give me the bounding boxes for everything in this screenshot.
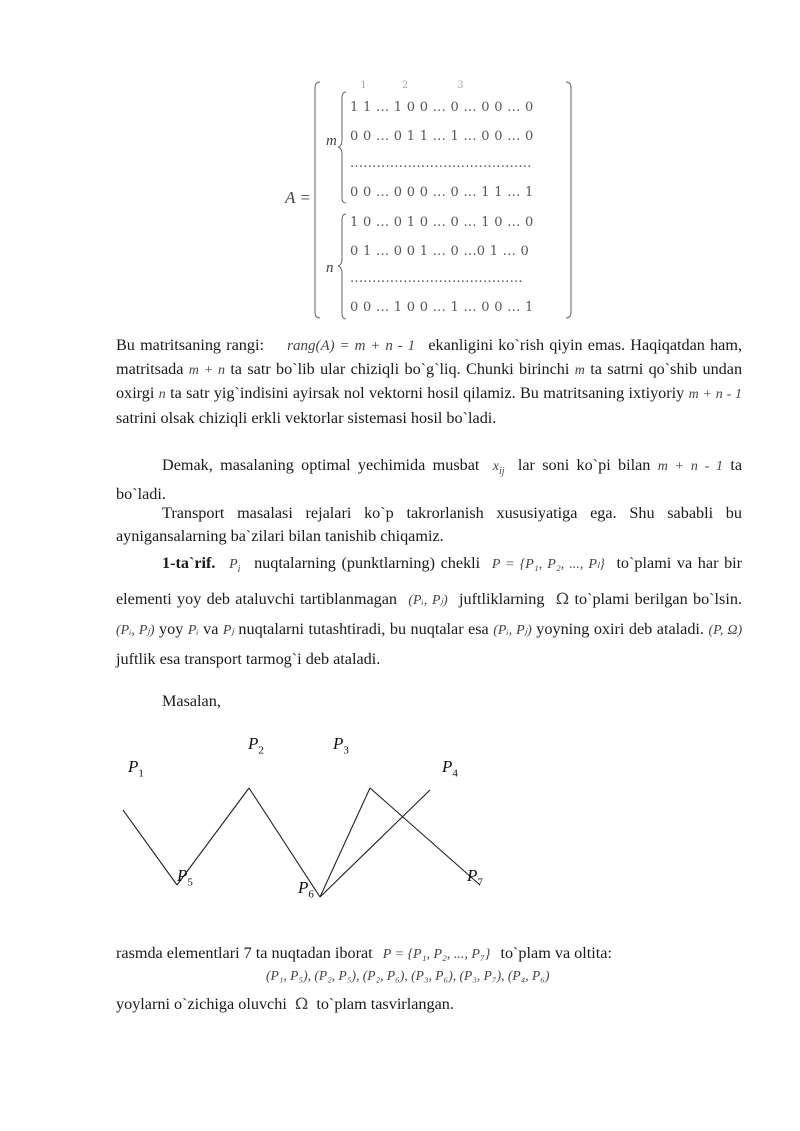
text-run: yoy (159, 619, 184, 638)
text-run: Demak, masalaning optimal yechimida musbat (162, 456, 480, 474)
text-run: to`plami berilgan bo`lsin. (574, 589, 742, 608)
text-run: to`plami va har bir elementi yoy deb ataluvchi tartiblanmagan (116, 554, 743, 608)
m-label: m (326, 133, 337, 149)
matrix-row-n-2: 0 1 ... 0 0 1 ... 0 ...0 1 ... 0 (350, 244, 530, 259)
rank-formula: rang(A) = m + n - 1 (287, 338, 416, 354)
point-name: P (177, 866, 188, 885)
point-label-p3 (333, 734, 349, 756)
point-name: P (248, 734, 259, 753)
arc-p3-p6 (320, 788, 370, 897)
formula-pj: Pⱼ (222, 622, 234, 638)
text-run: juftlik esa transport tarmog`i deb ataladi. (116, 649, 381, 668)
text-run: Bu matritsaning rangi: (116, 336, 264, 354)
matrix-row-n-1: 1 0 ... 0 1 0 ... 0 ... 1 0 ... 0 (350, 215, 534, 230)
formula-pair-2: (Pᵢ, Pⱼ) (116, 622, 155, 638)
formula-omega-2: Ω (294, 994, 309, 1013)
text-run: yoyning oxiri deb ataladi. (536, 619, 704, 638)
formula-p-omega: (P, Ω) (708, 622, 743, 638)
matrix-faint-header: 1 2 3 (350, 80, 464, 91)
matrix-row-m-1: 1 1 ... 1 0 0 ... 0 ... 0 0 ... 0 (350, 100, 534, 115)
paragraph-example-line1 (116, 944, 612, 963)
example-label: Masalan, (162, 692, 221, 710)
formula-pair-3: (Pᵢ, Pⱼ) (493, 622, 532, 638)
point-label-p7 (467, 866, 483, 888)
point-name: P (442, 757, 453, 776)
text-run: va (203, 619, 219, 638)
text-run: juftliklarning (459, 589, 545, 608)
point-name: P (333, 734, 344, 753)
matrix-row-m-2: 0 0 ... 0 1 1 ... 1 ... 0 0 ... 0 (350, 129, 534, 144)
point-name: P (298, 878, 309, 897)
point-label-p2 (248, 734, 264, 756)
formula-x: x (492, 459, 499, 474)
text-run: to`plam tasvirlangan. (316, 995, 454, 1013)
formula-m-plus-n: m + n (188, 362, 225, 378)
text-run: yoylarni o`zichiga oluvchi (116, 995, 287, 1013)
formula-set-p7: P = {P₁, P₂, ..., P₇} (382, 947, 491, 962)
text-run: ta satr bo`lib ular chiziqli bo`g`liq. Chunki birinchi (230, 359, 570, 378)
formula-omega: Ω (555, 588, 570, 608)
point-sub: 1 (138, 767, 144, 780)
point-sub: 5 (187, 876, 193, 889)
text-run: nuqtalarni tutashtiradi, bu nuqtalar esa (238, 619, 489, 638)
formula-pair: (Pᵢ, Pⱼ) (408, 592, 448, 608)
formula-set-p: P = {P₁, P₂, ..., Pₗ} (491, 557, 605, 572)
arc-list: (P₁, P₅), (P₂, P₅), (P₂, P₆), (P₃, P₆), (P₃, P₇), (P₄, P₆) (266, 968, 550, 983)
arc-p1-p5 (123, 810, 177, 885)
formula-m-plus-n-minus-1-b: m + n - 1 (657, 459, 724, 474)
formula-m-plus-n-minus-1: m + n - 1 (688, 387, 743, 403)
text-run: ta satrni qo`shib undan oxirgi (116, 359, 743, 403)
text-run: nuqtalarning (punktlarning) chekli (254, 554, 481, 572)
point-sub: 4 (452, 767, 458, 780)
paragraph-example-line3 (116, 994, 454, 1014)
point-sub: 3 (343, 744, 349, 757)
text-run: ta satr yig`indisini ayirsak nol vektorni hosil qilamiz. Bu matritsaning ixtiyoriy (170, 384, 685, 403)
matrix-row-m-last: 0 0 ... 0 0 0 ... 0 ... 1 1 ... 1 (350, 185, 534, 200)
text-run: ekanligini ko`rish qiyin emas. Haqiqatdan ham, matritsada (116, 336, 743, 378)
point-label-p4 (442, 757, 458, 779)
matrix-row-n-dots: ....................................... (350, 271, 523, 286)
matrix-lhs: A = (285, 188, 311, 207)
formula-pi-sub: i (237, 563, 241, 575)
text-run: rasmda elementlari 7 ta nuqtadan iborat (116, 944, 373, 962)
matrix-row-m-dots: ......................................... (350, 156, 532, 171)
definition-label: 1-ta`rif. (162, 554, 216, 572)
point-label-p5 (177, 866, 193, 888)
text-run: Transport masalasi rejalari ko`p takrorlanish xususiyatiga ega. Shu sababli bu aynigansalarning ba`zilari bilan tanishib chiqamiz. (116, 504, 742, 545)
text-run: ta bo`ladi. (116, 456, 743, 504)
formula-m: m (574, 362, 585, 378)
point-sub: 2 (258, 744, 264, 757)
point-name: P (128, 757, 139, 776)
text-run: to`plam va oltita: (500, 944, 612, 962)
text-run: lar soni ko`pi bilan (517, 456, 651, 474)
point-sub: 6 (308, 888, 314, 901)
n-label: n (326, 260, 334, 276)
formula-n: n (158, 387, 166, 403)
arc-p3-p7 (370, 788, 480, 885)
formula-x-sub: ij (498, 465, 505, 477)
point-sub: 7 (477, 876, 483, 889)
text-run: satrini olsak chiziqli erkli vektorlar sistemasi hosil bo`ladi. (116, 408, 497, 427)
formula-pi-2: Pᵢ (187, 622, 199, 638)
formula-pi-base: P (229, 557, 238, 572)
point-name: P (467, 866, 478, 885)
point-label-p6 (298, 878, 314, 900)
matrix-row-n-last: 0 0 ... 1 0 0 ... 1 ... 0 0 ... 1 (350, 300, 534, 315)
arc-p4-p6 (320, 790, 430, 897)
point-label-p1 (128, 757, 144, 779)
